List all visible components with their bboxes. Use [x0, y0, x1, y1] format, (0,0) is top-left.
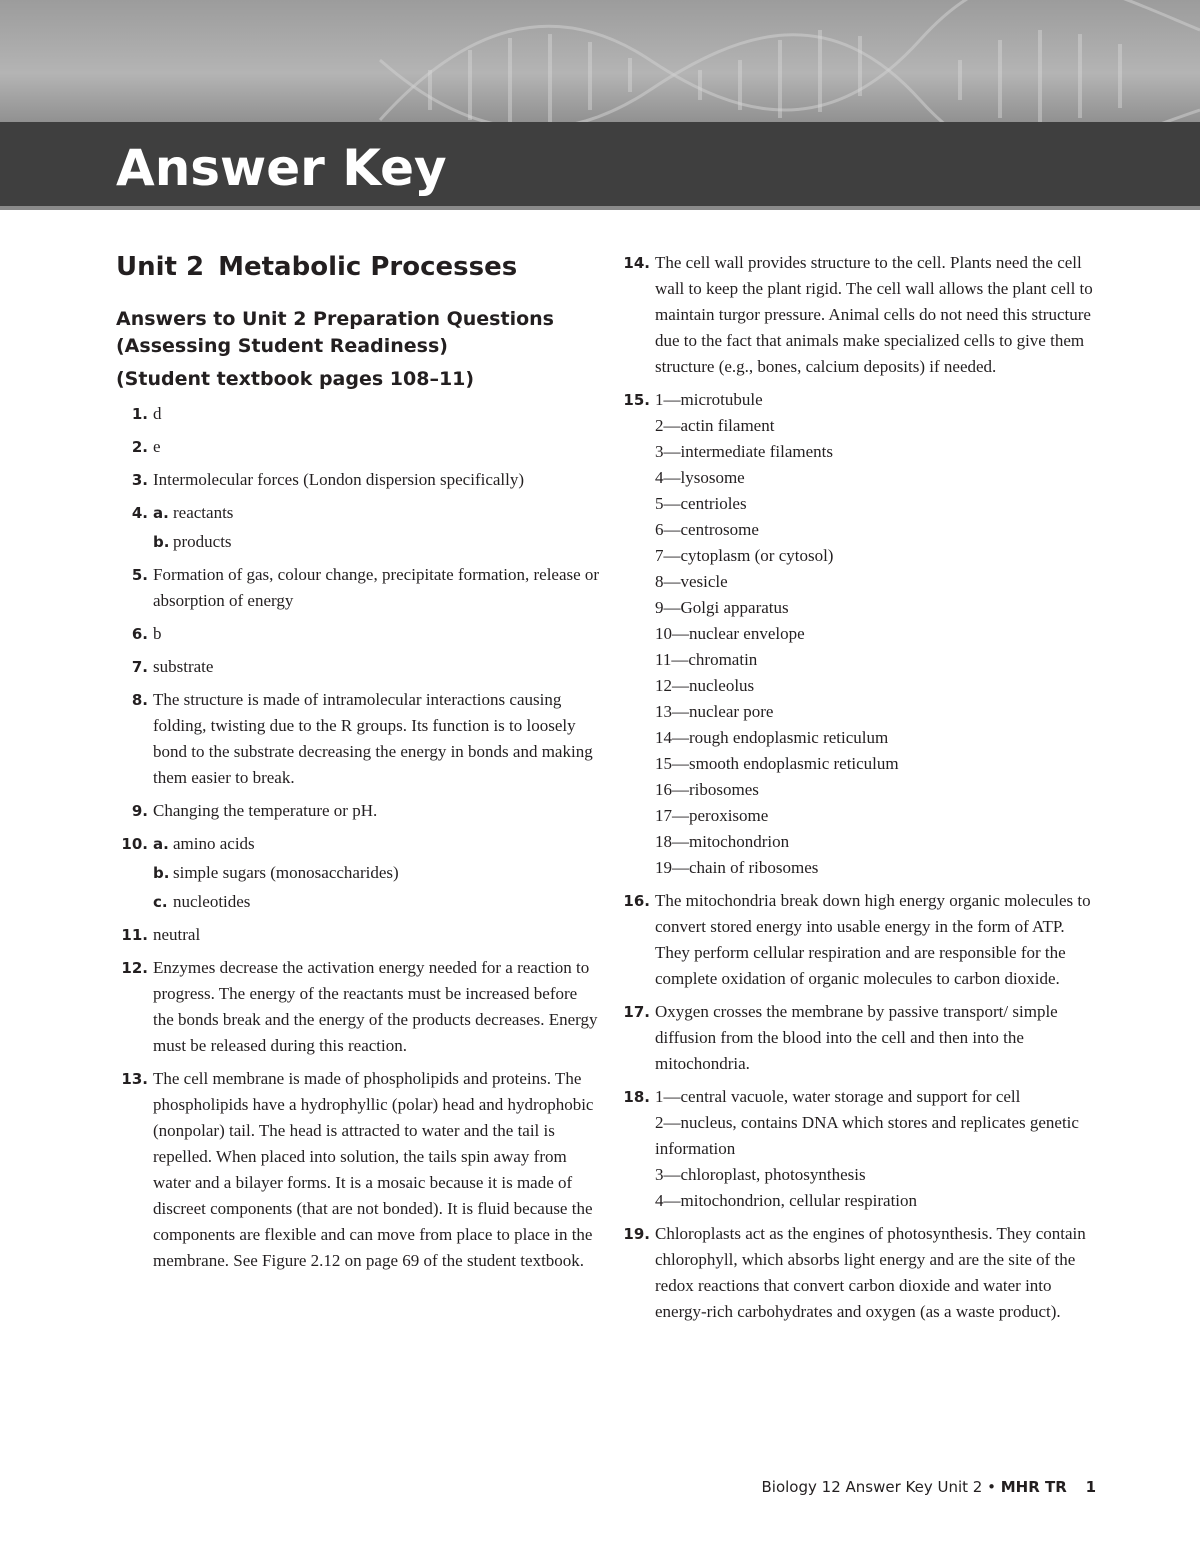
answer-item — [116, 798, 600, 824]
answer-item — [618, 1221, 1096, 1325]
answer-item — [116, 687, 600, 791]
answer-body — [153, 831, 600, 915]
answer-item — [116, 467, 600, 493]
answer-body: The mitochondria break down high energy organic molecules to convert stored energy into usable energy in the form of ATP. They perform cellular respiration and are responsible for the complete oxidation of organic molecules to carbon dioxide. — [655, 891, 1091, 988]
answer-body: Formation of gas, colour change, precipitate formation, release or absorption of energy — [153, 565, 600, 610]
answer-line: 11—chromatin — [655, 650, 758, 669]
answer-item — [116, 401, 600, 427]
sub-answer — [153, 860, 600, 886]
sub-answer — [153, 529, 600, 555]
answer-line: 2—actin filament — [655, 416, 775, 435]
answer-item — [116, 654, 600, 680]
answer-line: 12—nucleolus — [655, 676, 755, 695]
answer-line: 10—nuclear envelope — [655, 624, 805, 643]
answer-item — [116, 1066, 600, 1274]
answer-line: 15—smooth endoplasmic reticulum — [655, 754, 899, 773]
answer-number: 18. — [623, 1088, 650, 1106]
answer-line: 18—mitochondrion — [655, 832, 790, 851]
answer-number: 9. — [131, 802, 148, 820]
answer-number: 4. — [131, 504, 148, 522]
sub-answer-letter: b. — [153, 533, 170, 551]
answer-number: 7. — [131, 658, 148, 676]
answer-body: The cell wall provides structure to the cell. Plants need the cell wall to keep the plant rigid. The cell wall allows the plant cell to maintain turgor pressure. Animal cells do not need this structure due to the fact that animals make specialized cells to give them structure (e.g., bones, calcium deposits) if needed. — [655, 253, 1093, 376]
answer-number: 11. — [121, 926, 148, 944]
answer-line: 14—rough endoplasmic reticulum — [655, 728, 889, 747]
answer-body — [655, 387, 1096, 881]
answer-line: 1—microtubule — [655, 390, 763, 409]
answer-number: 5. — [131, 566, 148, 584]
answer-line: 7—cytoplasm (or cytosol) — [655, 546, 834, 565]
answer-body — [153, 500, 600, 555]
sub-answer-text: simple sugars (monosaccharides) — [173, 863, 399, 882]
answer-line: 16—ribosomes — [655, 780, 759, 799]
answer-body: neutral — [153, 925, 201, 944]
section-subheading — [116, 306, 600, 360]
sub-answer-letter: a. — [153, 835, 169, 853]
answer-body: The structure is made of intramolecular interactions causing folding, twisting due to the R groups. Its function is to loosely bond to the substrate decreasing the energy in bonds and making them easier to break. — [153, 690, 593, 787]
sub-answer-text: products — [173, 532, 232, 551]
subheading-line-2: (Assessing Student Readiness) — [116, 335, 448, 357]
right-column — [618, 250, 1096, 1332]
answer-line: 1—central vacuole, water storage and support for cell — [655, 1087, 1021, 1106]
answer-item — [116, 831, 600, 915]
answer-body: Chloroplasts act as the engines of photosynthesis. They contain chlorophyll, which absorbs light energy and are the site of the redox reactions that convert carbon dioxide and water into energy-rich carbohydrates and oxygen (as a waste product). — [655, 1224, 1086, 1321]
left-column — [116, 250, 600, 1281]
unit-label: Unit 2 — [116, 252, 205, 282]
answer-body: substrate — [153, 657, 214, 676]
answer-item — [116, 434, 600, 460]
answer-line: 9—Golgi apparatus — [655, 598, 789, 617]
answer-body — [655, 1084, 1096, 1214]
sub-answer-letter: c. — [153, 893, 168, 911]
sub-answer-text: amino acids — [173, 834, 255, 853]
footer-brand: MHR TR — [1000, 1478, 1067, 1496]
answer-item — [116, 621, 600, 647]
answer-body: e — [153, 437, 161, 456]
answer-line: 19—chain of ribosomes — [655, 858, 819, 877]
sub-answer — [153, 831, 600, 857]
answer-item — [618, 888, 1096, 992]
unit-heading — [116, 250, 600, 284]
answer-body: The cell membrane is made of phospholipids and proteins. The phospholipids have a hydrophyllic (polar) head and hydrophobic (nonpolar) tail. The head is attracted to water and the tail is repelled. When placed into solution, the tails spin away from water and a bilayer forms. It is a mosaic because it is made of discreet components (that are not bonded). It is fluid because the components are flexible and can move from place to place in the membrane. See Figure 2.12 on page 69 of the student textbook. — [153, 1069, 594, 1270]
sub-answer-text: nucleotides — [173, 892, 251, 911]
answer-number: 19. — [623, 1225, 650, 1243]
answer-item — [116, 500, 600, 555]
answer-item — [116, 562, 600, 614]
answer-line: 13—nuclear pore — [655, 702, 774, 721]
answer-list-left — [116, 401, 600, 1274]
answer-line: 4—mitochondrion, cellular respiration — [655, 1191, 918, 1210]
answer-number: 16. — [623, 892, 650, 910]
sub-answer-text: reactants — [173, 503, 234, 522]
answer-body: Oxygen crosses the membrane by passive transport/ simple diffusion from the blood into the cell and then into the mitochondria. — [655, 1002, 1058, 1073]
answer-body: Changing the temperature or pH. — [153, 801, 378, 820]
sub-answer — [153, 500, 600, 526]
page-footer — [762, 1478, 1097, 1496]
answer-body: Intermolecular forces (London dispersion specifically) — [153, 470, 525, 489]
answer-list-right — [618, 250, 1096, 1325]
answer-item — [116, 955, 600, 1059]
answer-line: 17—peroxisome — [655, 806, 769, 825]
answer-number: 14. — [623, 254, 650, 272]
page-title: Answer Key — [116, 139, 447, 197]
answer-line: 3—chloroplast, photosynthesis — [655, 1165, 866, 1184]
answer-number: 3. — [131, 471, 148, 489]
page-number: 1 — [1085, 1478, 1096, 1496]
answer-number: 13. — [121, 1070, 148, 1088]
title-band-rule — [0, 206, 1200, 210]
answer-number: 6. — [131, 625, 148, 643]
answer-number: 8. — [131, 691, 148, 709]
answer-body: Enzymes decrease the activation energy needed for a reaction to progress. The energy of the reactants must be increased before the bonds break and the energy of the products decreases. Energy must be released during this reaction. — [153, 958, 598, 1055]
unit-name: Metabolic Processes — [218, 252, 518, 282]
answer-number: 12. — [121, 959, 148, 977]
answer-number: 2. — [131, 438, 148, 456]
footer-text: Biology 12 Answer Key Unit 2 • — [761, 1478, 996, 1496]
answer-item — [618, 387, 1096, 881]
answer-number: 10. — [121, 835, 148, 853]
sub-answer-letter: b. — [153, 864, 170, 882]
answer-number: 1. — [131, 405, 148, 423]
sub-answer-letter: a. — [153, 504, 169, 522]
answer-number: 17. — [623, 1003, 650, 1021]
answer-body: b — [153, 624, 162, 643]
answer-line: 2—nucleus, contains DNA which stores and replicates genetic information — [655, 1113, 1079, 1158]
answer-item — [618, 250, 1096, 380]
answer-item — [116, 922, 600, 948]
answer-line: 3—intermediate filaments — [655, 442, 833, 461]
answer-body: d — [153, 404, 162, 423]
answer-line: 6—centrosome — [655, 520, 759, 539]
answer-item — [618, 999, 1096, 1077]
answer-line: 5—centrioles — [655, 494, 747, 513]
answer-line: 8—vesicle — [655, 572, 728, 591]
sub-answer — [153, 889, 600, 915]
textbook-pages: (Student textbook pages 108–11) — [116, 368, 475, 390]
answer-item — [618, 1084, 1096, 1214]
answer-line: 4—lysosome — [655, 468, 745, 487]
subheading-line-1: Answers to Unit 2 Preparation Questions — [116, 308, 554, 330]
answer-number: 15. — [623, 391, 650, 409]
